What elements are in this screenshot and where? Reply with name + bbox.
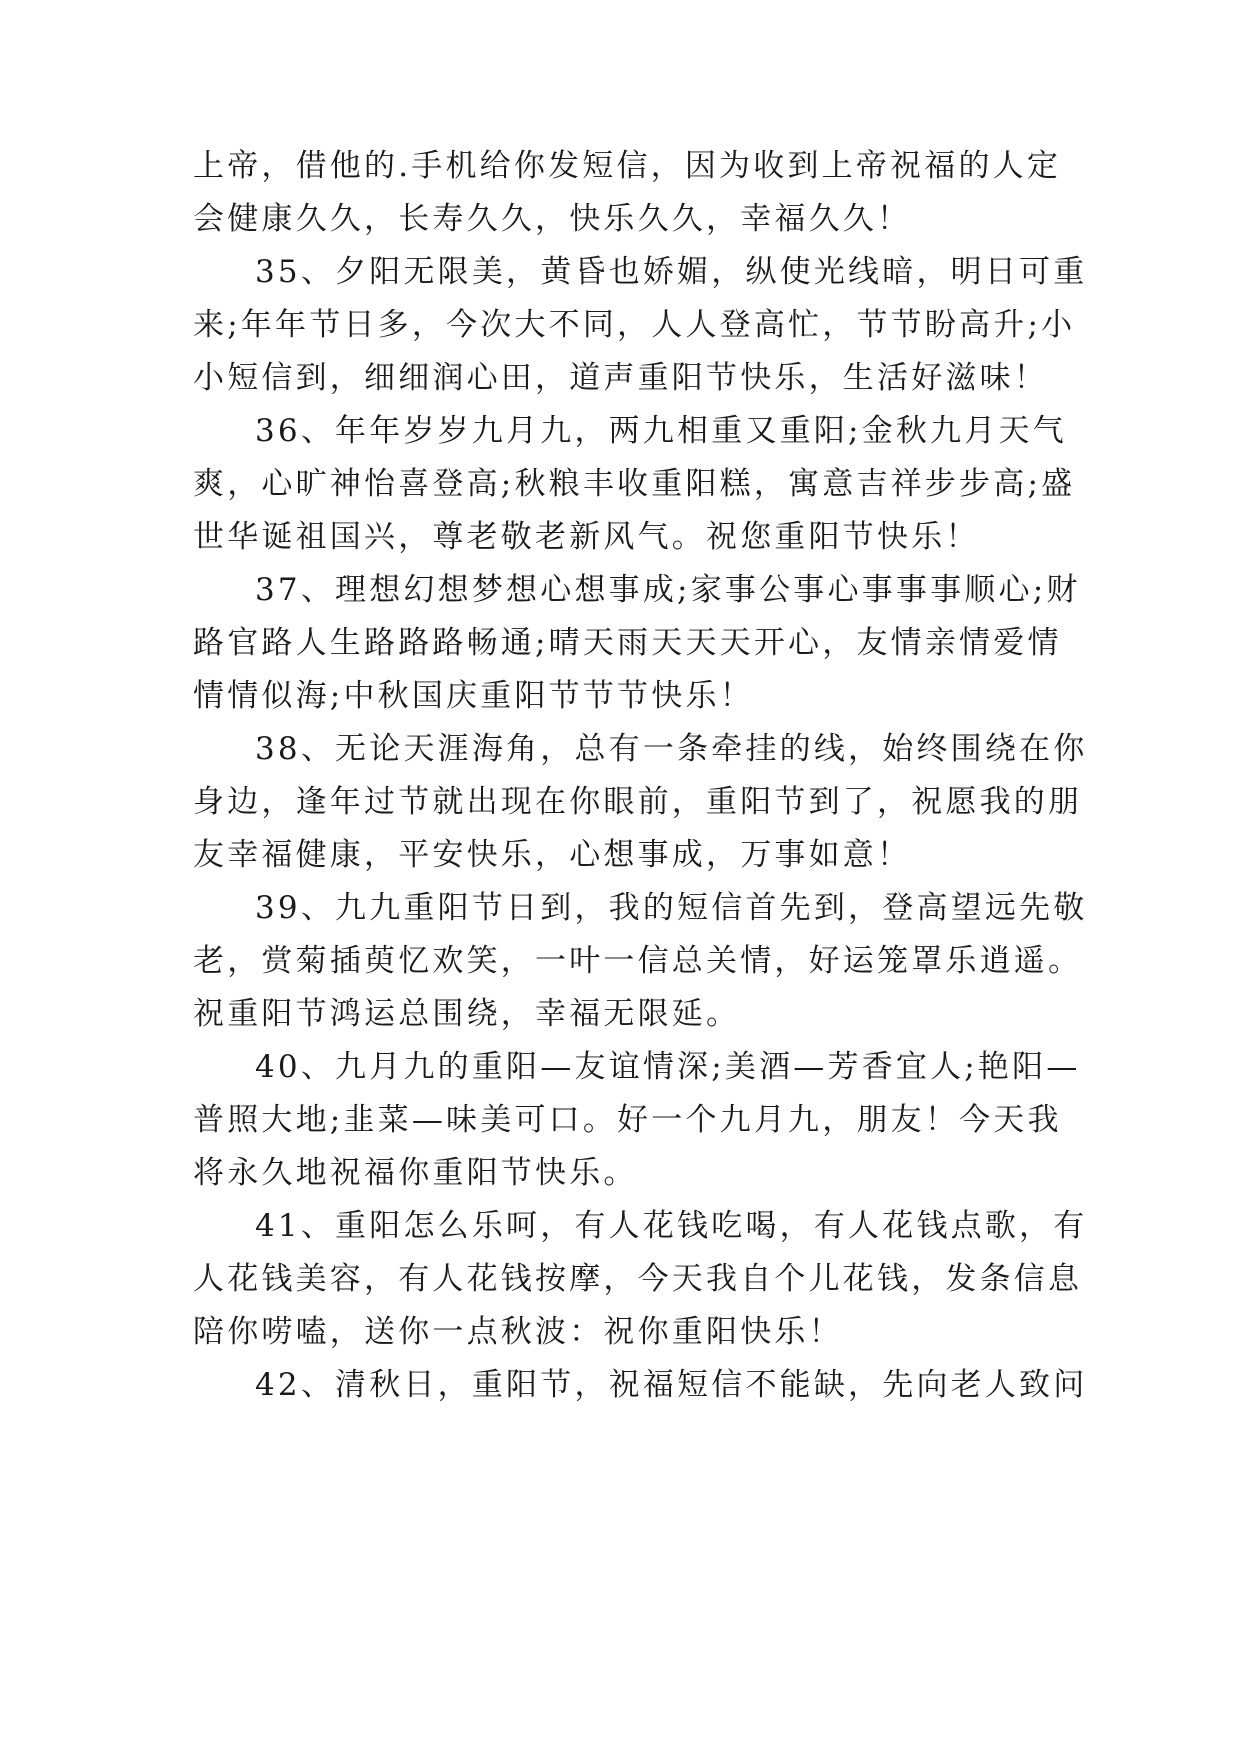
text-line: 世华诞祖国兴，尊老敬老新风气。祝您重阳节快乐！ <box>193 519 980 555</box>
text-line: 友幸福健康，平安快乐，心想事成，万事如意！ <box>193 837 912 873</box>
text-line: 普照大地;韭菜—味美可口。好一个九月九，朋友！今天我 <box>193 1102 1062 1138</box>
text-line: 会健康久久，长寿久久，快乐久久，幸福久久！ <box>193 201 912 237</box>
text-line: 将永久地祝福你重阳节快乐。 <box>193 1155 638 1191</box>
paragraph-40-start: 40、九月九的重阳—友谊情深;美酒—芳香宜人;艳阳— <box>255 1049 1081 1085</box>
paragraph-38-start: 38、无论天涯海角，总有一条牵挂的线，始终围绕在你 <box>255 731 1088 767</box>
text-line: 陪你唠嗑，送你一点秋波：祝你重阳快乐！ <box>193 1314 843 1350</box>
paragraph-39-start: 39、九九重阳节日到，我的短信首先到，登高望远先敬 <box>255 890 1088 926</box>
text-line: 情情似海;中秋国庆重阳节节节快乐！ <box>193 678 754 714</box>
text-line: 路官路人生路路路畅通;晴天雨天天天开心，友情亲情爱情 <box>193 625 1062 661</box>
paragraph-36-start: 36、年年岁岁九月九，两九相重又重阳;金秋九月天气 <box>255 413 1067 449</box>
paragraph-42-start: 42、清秋日，重阳节，祝福短信不能缺，先向老人致问 <box>255 1367 1088 1403</box>
paragraph-37-start: 37、理想幻想梦想心想事成;家事公事心事事事顺心;财 <box>255 572 1081 608</box>
text-line: 来;年年节日多，今次大不同，人人登高忙，节节盼高升;小 <box>193 307 1076 343</box>
text-line: 人花钱美容，有人花钱按摩，今天我自个儿花钱，发条信息 <box>193 1261 1083 1297</box>
paragraph-35-start: 35、夕阳无限美，黄昏也娇媚，纵使光线暗，明日可重 <box>255 254 1088 290</box>
text-line: 小短信到，细细润心田，道声重阳节快乐，生活好滋味！ <box>193 360 1048 396</box>
text-line: 上帝，借他的.手机给你发短信，因为收到上帝祝福的人定 <box>193 148 1062 184</box>
paragraph-41-start: 41、重阳怎么乐呵，有人花钱吃喝，有人花钱点歌，有 <box>255 1208 1088 1244</box>
text-line: 身边，逢年过节就出现在你眼前，重阳节到了，祝愿我的朋 <box>193 784 1083 820</box>
text-line: 祝重阳节鸿运总围绕，幸福无限延。 <box>193 996 741 1032</box>
text-line: 老，赏菊插萸忆欢笑，一叶一信总关情，好运笼罩乐逍遥。 <box>193 943 1083 979</box>
text-line: 爽，心旷神怡喜登高;秋粮丰收重阳糕，寓意吉祥步步高;盛 <box>193 466 1076 502</box>
